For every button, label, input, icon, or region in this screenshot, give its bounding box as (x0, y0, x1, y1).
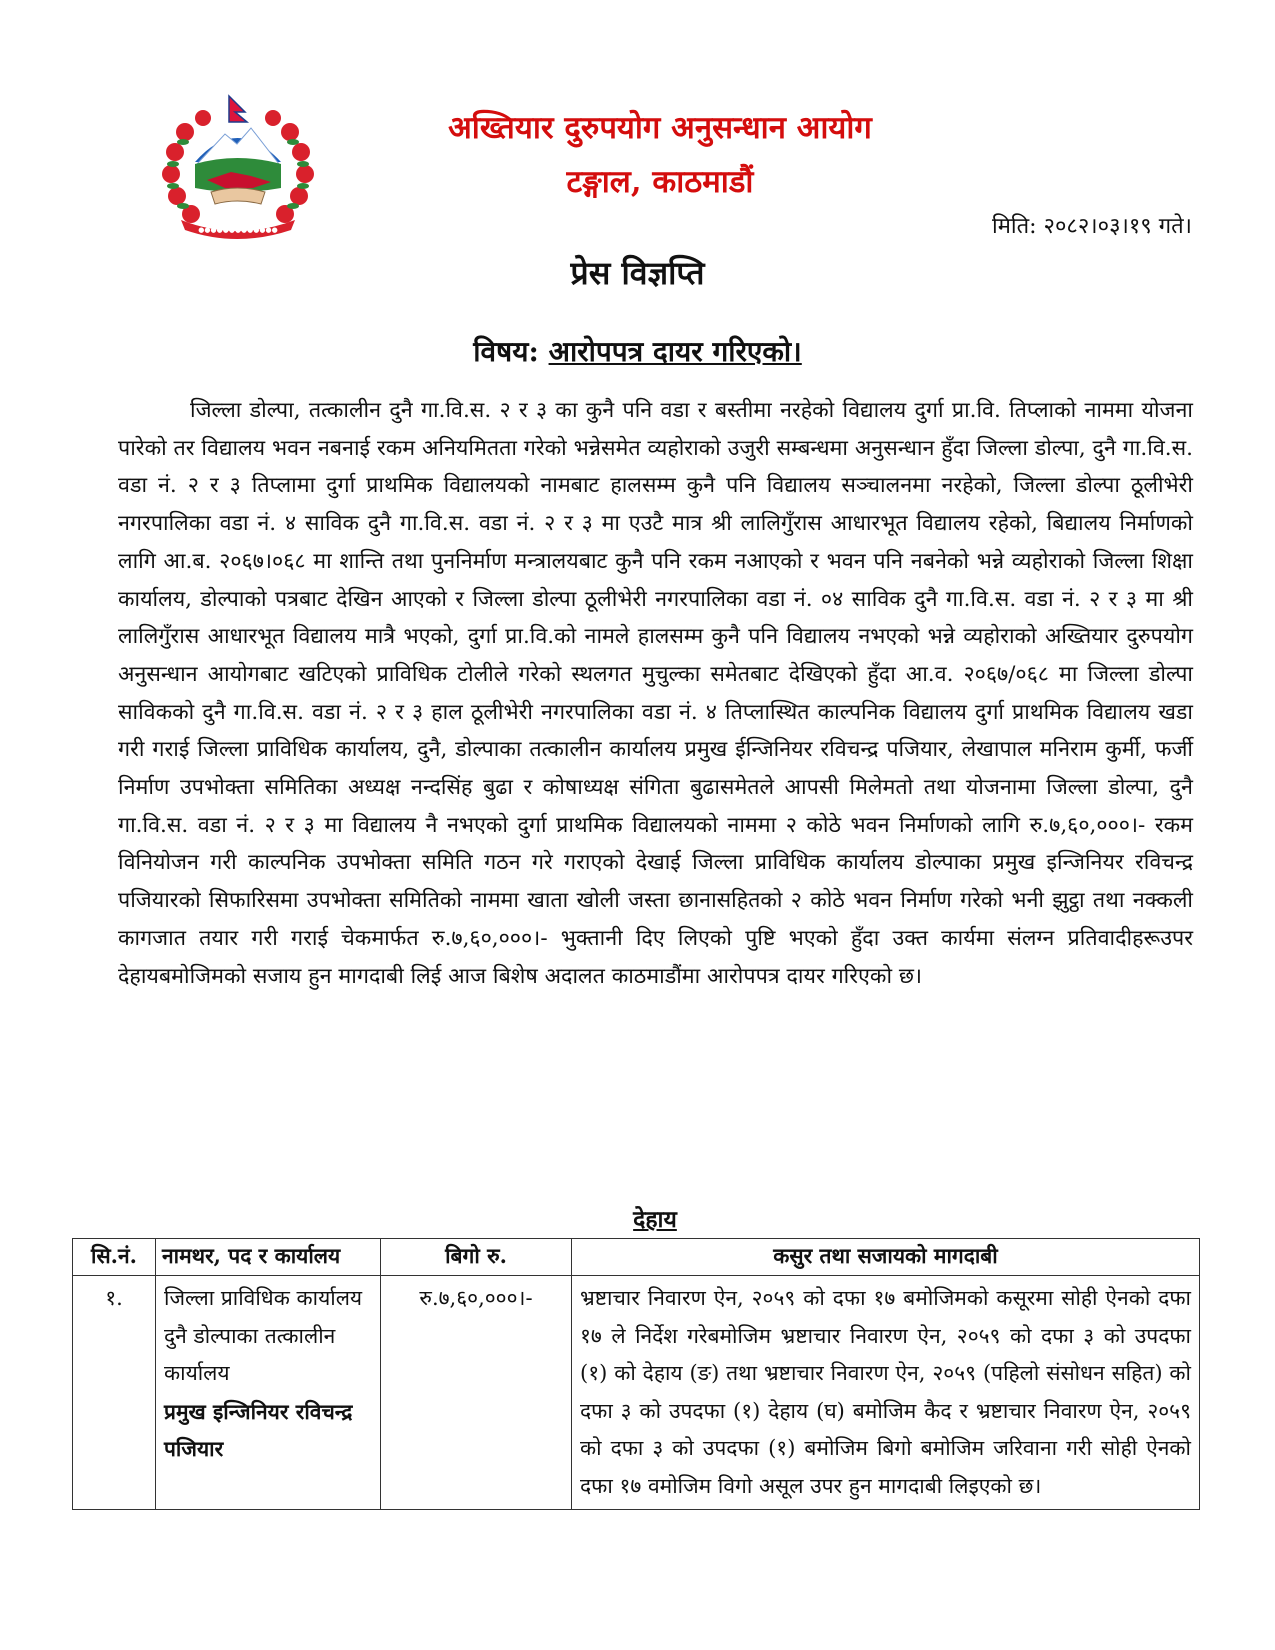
subject-line (0, 332, 1275, 372)
document-title: प्रेस विज्ञप्ति (570, 254, 705, 292)
cell-serial: १. (73, 1276, 156, 1510)
accused-table (72, 1238, 1200, 1510)
accused-name: प्रमुख इन्जिनियर रविचन्द्र पजियार (164, 1398, 353, 1461)
table-header-row (73, 1239, 1200, 1276)
body-paragraph: जिल्ला डोल्पा, तत्कालीन दुनै गा.वि.स. २ र ३ का कुनै पनि वडा र बस्तीमा नरहेको विद्यालय दुर्गा प्रा.वि. तिप्लाको नाममा योजना पारेको तर विद्यालय भवन नबनाई रकम अनियमितता गरेको भन्नेसमेत व्यहोराको उजुरी सम्बन्धमा अनुसन्धान हुँदा जिल्ला डोल्पा, दुनै गा.वि.स. वडा नं. २ र ३ तिप्लामा दुर्गा प्राथमिक विद्यालयको नामबाट हालसम्म कुनै पनि विद्यालय सञ्चालनमा नरहेको, जिल्ला डोल्पा ठूलीभेरी नगरपालिका वडा नं. ४ साविक दुनै गा.वि.स. वडा नं. २ र ३ मा एउटै मात्र श्री लालिगुँरास आधारभूत विद्यालय रहेको, बिद्यालय निर्माणको लागि आ.ब. २०६७।०६८ मा शान्ति तथा पुननिर्माण मन्त्रालयबाट कुनै पनि रकम नआएको र भवन पनि नबनेको भन्ने व्यहोराको जिल्ला शिक्षा कार्यालय, डोल्पाको पत्रबाट देखिन आएको र जिल्ला डोल्पा ठूलीभेरी नगरपालिका वडा नं. ०४ साविक दुनै गा.वि.स. वडा नं. २ र ३ मा श्री लालिगुँरास आधारभूत विद्यालय मात्रै भएको, दुर्गा प्रा.वि.को नामले हालसम्म कुनै पनि विद्यालय नभएको भन्ने व्यहोराको अख्तियार दुरुपयोग अनुसन्धान आयोगबाट खटिएको प्राविधिक टोलीले गरेको स्थलगत मुचुल्का समेतबाट देखिएको हुँदा आ.व. २०६७/०६८ मा जिल्ला डोल्पा साविकको दुनै गा.वि.स. वडा नं. २ र ३ हाल ठूलीभेरी नगरपालिका वडा नं. ४ तिप्लास्थित काल्पनिक विद्यालय दुर्गा प्राथमिक विद्यालय खडा गरी गराई जिल्ला प्राविधिक कार्यालय, दुनै, डोल्पाका तत्कालीन कार्यालय प्रमुख ईन्जिनियर रविचन्द्र पजियार, लेखापाल मनिराम कुर्मी, फर्जी निर्माण उपभोक्ता समितिका अध्यक्ष नन्दसिंह बुढा र कोषाध्यक्ष संगिता बुढासमेतले आपसी मिलेमतो तथा योजनामा जिल्ला डोल्पा, दुनै गा.वि.स. वडा नं. २ र ३ मा विद्यालय नै नभएको दुर्गा प्राथमिक विद्यालयको नाममा २ कोठे भवन निर्माणको लागि रु.७,६०,०००।- रकम विनियोजन गरी काल्पनिक उपभोक्ता समिति गठन गरे गराएको देखाई जिल्ला प्राविधिक कार्यालय डोल्पाका प्रमुख इन्जिनियर रविचन्द्र पजियारको सिफारिसमा उपभोक्ता समितिको नाममा खाता खोली जस्ता छानासहितको २ कोठे भवन निर्माण गरेको भनी झुट्ठा तथा नक्कली कागजात तयार गरी गराई चेकमार्फत रु.७,६०,०००।- भुक्तानी दिए लिएको पुष्टि भएको हुँदा उक्त कार्यमा संलग्न प्रतिवादीहरूउपर देहायबमोजिमको सजाय हुन मागदाबी लिई आज बिशेष अदालत काठमाडौंमा आरोपपत्र दायर गरिएको छ। (118, 398, 1193, 989)
subject-text: आरोपपत्र दायर गरिएको। (548, 335, 802, 368)
nepal-national-emblem-icon (155, 92, 320, 240)
table-heading-wrap (555, 1204, 755, 1236)
column-header-amount: बिगो रु. (381, 1239, 572, 1276)
svg-text:●●●●●●●●●●●●●: ●●●●●●●●●●●●● (198, 226, 278, 234)
accused-office: जिल्ला प्राविधिक कार्यालय दुनै डोल्पाका तत्कालीन कार्यालय (164, 1286, 363, 1385)
column-header-serial: सि.नं. (73, 1239, 156, 1276)
column-header-name: नामथर, पद र कार्यालय (156, 1239, 381, 1276)
table-row (73, 1276, 1200, 1510)
cell-name-office (156, 1276, 381, 1510)
organization-name: अख्तियार दुरुपयोग अनुसन्धान आयोग (448, 110, 872, 146)
document-date: मिति: २०८२।०३।१९ गते। (992, 214, 1192, 239)
table-heading: देहाय (633, 1206, 677, 1233)
cell-amount: रु.७,६०,०००।- (381, 1276, 572, 1510)
subject-prefix: विषय: (473, 335, 539, 368)
column-header-claim: कसुर तथा सजायको मागदाबी (572, 1239, 1200, 1276)
organization-address: टङ्गाल, काठमाडौं (566, 164, 754, 200)
cell-claim: भ्रष्टाचार निवारण ऐन, २०५९ को दफा १७ बमोजिमको कसूरमा सोही ऐनको दफा १७ ले निर्देश गरेबमोजिम भ्रष्टाचार निवारण ऐन, २०५९ को दफा ३ को उपदफा (१) को देहाय (ङ) तथा भ्रष्टाचार निवारण ऐन, २०५९ (पहिलो संसोधन सहित) को दफा ३ को उपदफा (१) देहाय (घ) बमोजिम कैद र भ्रष्टाचार निवारण ऐन, २०५९ को दफा ३ को उपदफा (१) बमोजिम बिगो बमोजिम जरिवाना गरी सोही ऐनको दफा १७ वमोजिम विगो असूल उपर हुन मागदाबी लिइएको छ। (572, 1276, 1200, 1510)
